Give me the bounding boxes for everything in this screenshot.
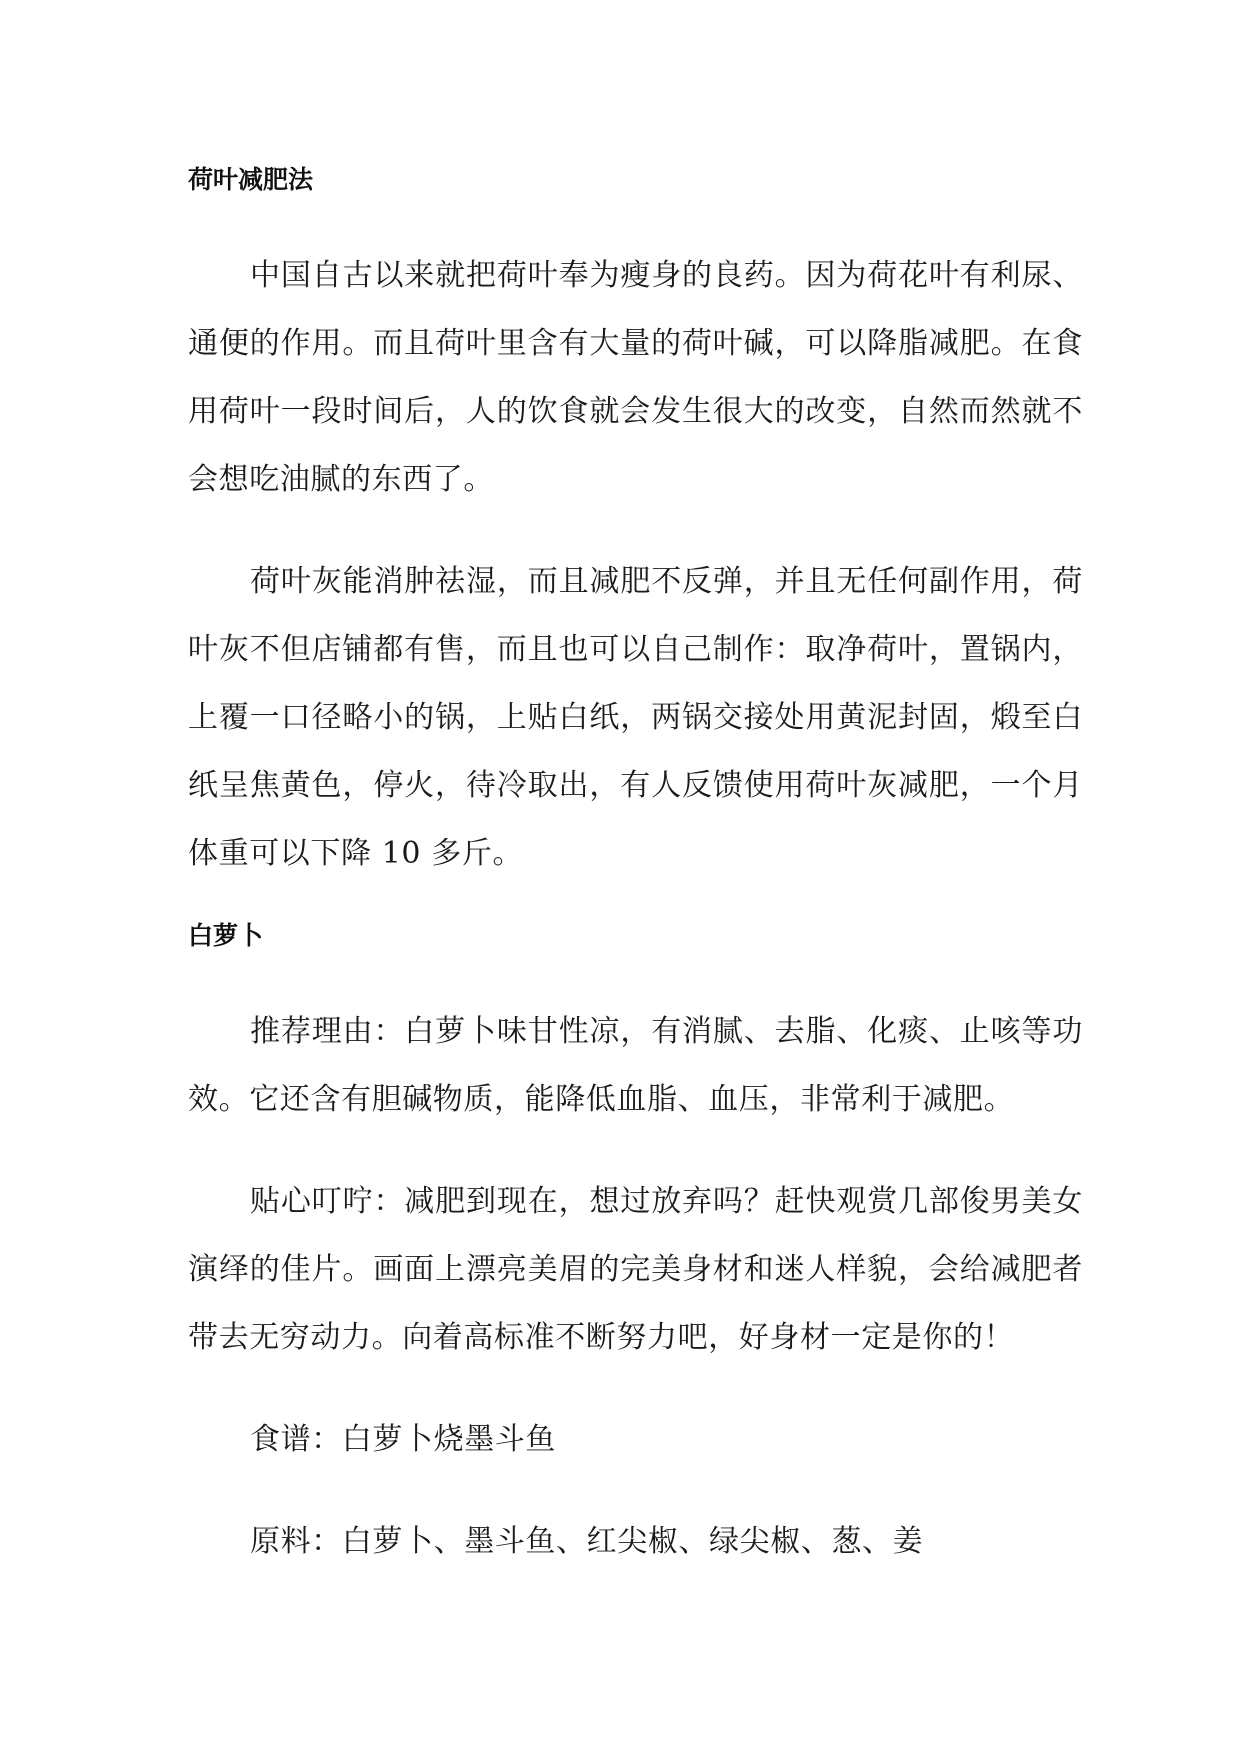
spacer [188, 1372, 1083, 1406]
paragraph-radish-recipe: 食谱：白萝卜烧墨斗鱼 [250, 1422, 556, 1457]
spacer [188, 1474, 1083, 1508]
section-title-white-radish: 白萝卜 [188, 921, 264, 950]
paragraph-lotus-ash: 荷叶灰能消肿祛湿，而且减肥不反弹，并且无任何副作用，荷叶灰不但店铺都有售，而且也可以自己制作：取净荷叶，置锅内，上覆一口径略小的锅，上贴白纸，两锅交接处用黄泥封固，煅至白纸呈焦黄色，停火，待冷取出，有人反馈使用荷叶灰减肥，一个月体重可以下降 10 多斤。 [188, 564, 1083, 871]
document-body [188, 160, 1083, 1576]
spacer [188, 514, 1083, 548]
paragraph-radish-ingredients: 原料：白萝卜、墨斗鱼、红尖椒、绿尖椒、葱、姜 [250, 1524, 924, 1559]
section-title-lotus-leaf: 荷叶减肥法 [188, 165, 314, 194]
spacer [188, 888, 1083, 916]
paragraph-radish-tip: 贴心叮咛：减肥到现在，想过放弃吗？赶快观赏几部俊男美女演绎的佳片。画面上漂亮美眉的完美身材和迷人样貌，会给减肥者带去无穷动力。向着高标准不断努力吧，好身材一定是你的！ [188, 1184, 1083, 1355]
paragraph-radish-reason: 推荐理由：白萝卜味甘性凉，有消腻、去脂、化痰、止咳等功效。它还含有胆碱物质，能降低血脂、血压，非常利于减肥。 [188, 1014, 1083, 1117]
spacer [188, 956, 1083, 998]
spacer [188, 200, 1083, 242]
paragraph-lotus-intro: 中国自古以来就把荷叶奉为瘦身的良药。因为荷花叶有利尿、通便的作用。而且荷叶里含有大量的荷叶碱，可以降脂减肥。在食用荷叶一段时间后，人的饮食就会发生很大的改变，自然而然就不会想吃油腻的东西了。 [188, 258, 1083, 497]
spacer [188, 1134, 1083, 1168]
